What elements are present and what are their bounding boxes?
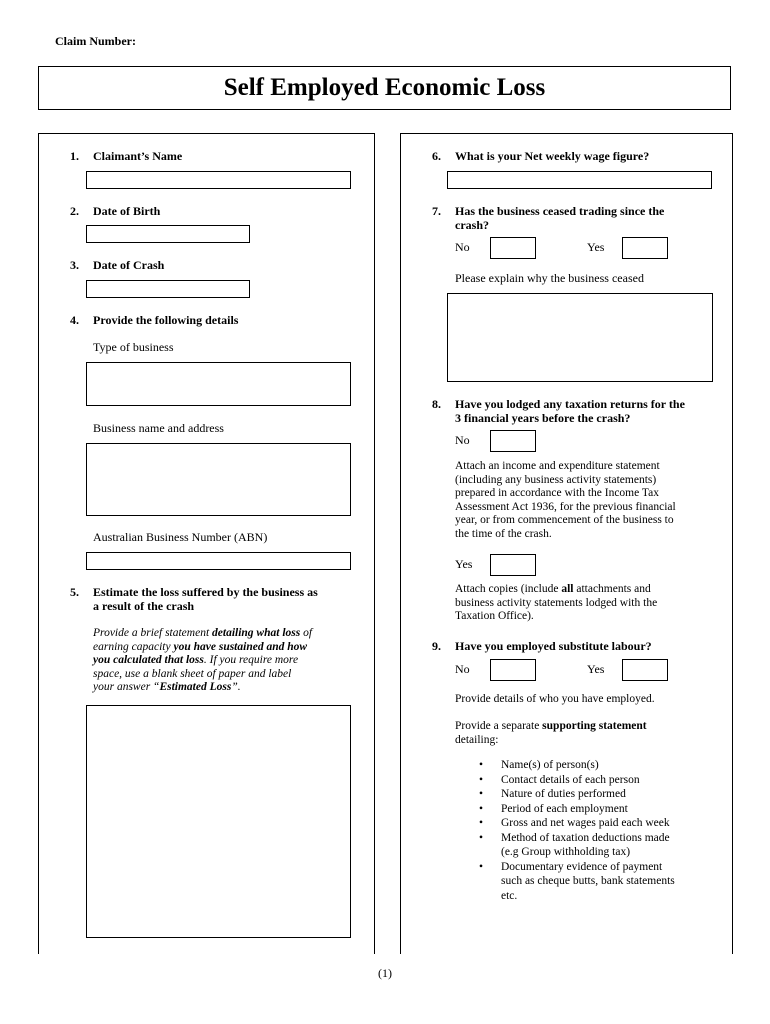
type-of-business-label: Type of business xyxy=(93,340,174,354)
q8-yes-checkbox[interactable] xyxy=(490,554,536,576)
q7-yes-checkbox[interactable] xyxy=(622,237,668,259)
q9-yes-label: Yes xyxy=(587,662,605,676)
q6-number: 6. xyxy=(432,149,441,163)
q7-label: Has the business ceased trading since the crash? xyxy=(455,204,665,232)
q9-no-checkbox[interactable] xyxy=(490,659,536,681)
page-number: (1) xyxy=(378,966,392,980)
business-name-address-field[interactable] xyxy=(86,443,351,516)
business-ceased-explanation-field[interactable] xyxy=(447,293,713,382)
list-item: • Name(s) of person(s) xyxy=(479,759,599,771)
abn-label: Australian Business Number (ABN) xyxy=(93,530,268,544)
list-item: • Documentary evidence of payment such as cheque butts, bank statements etc. xyxy=(479,860,675,902)
q8-no-label: No xyxy=(455,433,470,447)
claim-number-label: Claim Number: xyxy=(55,34,136,48)
q7-number: 7. xyxy=(432,204,441,218)
q7-explain-label: Please explain why the business ceased xyxy=(455,271,644,285)
list-item: • Contact details of each person xyxy=(479,773,640,786)
q8-no-checkbox[interactable] xyxy=(490,430,536,452)
q9-supporting-statement: Provide a separate supporting statement detailing: xyxy=(455,720,647,746)
q8-no-instructions: Attach an income and expenditure statement (including any business activity statements) prepared in accordance with the Income Tax Assessment Act 1936, for the previous financial year, or from commencement of the business to the time of the crash. xyxy=(455,460,676,540)
q7-no-checkbox[interactable] xyxy=(490,237,536,259)
business-name-label: Business name and address xyxy=(93,421,224,435)
claimant-name-field[interactable] xyxy=(86,171,351,189)
q5-instructions: Provide a brief statement detailing what loss of earning capacity you have sustained and how you calculated that loss. If you require more space, use a blank sheet of paper and label your answer “Estimated Loss”. xyxy=(93,627,313,693)
q6-label: What is your Net weekly wage figure? xyxy=(455,149,650,163)
list-item: • Gross and net wages paid each week xyxy=(479,817,670,829)
q9-number: 9. xyxy=(432,639,441,653)
q2-label: Date of Birth xyxy=(93,204,161,218)
q2-number: 2. xyxy=(70,204,79,218)
q4-label: Provide the following details xyxy=(93,313,239,327)
q9-label: Have you employed substitute labour? xyxy=(455,639,652,653)
abn-field[interactable] xyxy=(86,552,351,570)
type-of-business-field[interactable] xyxy=(86,362,351,406)
q9-details-label: Provide details of who you have employed. xyxy=(455,693,655,705)
q8-number: 8. xyxy=(432,397,441,411)
q8-label: Have you lodged any taxation returns for the 3 financial years before the crash? xyxy=(455,397,685,425)
estimated-loss-field[interactable] xyxy=(86,705,351,938)
q5-label: Estimate the loss suffered by the business as a result of the crash xyxy=(93,585,318,613)
q9-yes-checkbox[interactable] xyxy=(622,659,668,681)
q3-number: 3. xyxy=(70,258,79,272)
title-box xyxy=(38,66,731,110)
list-item: • Method of taxation deductions made (e.g Group withholding tax) xyxy=(479,831,670,858)
net-weekly-wage-field[interactable] xyxy=(447,171,712,189)
q8-yes-instructions: Attach copies (include all attachments and business activity statements lodged with the Taxation Office). xyxy=(455,583,658,622)
q1-number: 1. xyxy=(70,149,79,163)
q7-yes-label: Yes xyxy=(587,240,605,254)
q1-label: Claimant’s Name xyxy=(93,149,183,163)
q4-number: 4. xyxy=(70,313,79,327)
date-of-crash-field[interactable] xyxy=(86,280,250,298)
q7-no-label: No xyxy=(455,240,470,254)
q8-yes-label: Yes xyxy=(455,557,473,571)
q9-no-label: No xyxy=(455,662,470,676)
page-title: Self Employed Economic Loss xyxy=(223,74,546,101)
list-item: • Period of each employment xyxy=(479,802,628,815)
supporting-statement-list xyxy=(479,758,721,903)
q3-label: Date of Crash xyxy=(93,258,165,272)
date-of-birth-field[interactable] xyxy=(86,225,250,243)
q5-number: 5. xyxy=(70,585,79,599)
list-item: • Nature of duties performed xyxy=(479,788,626,800)
